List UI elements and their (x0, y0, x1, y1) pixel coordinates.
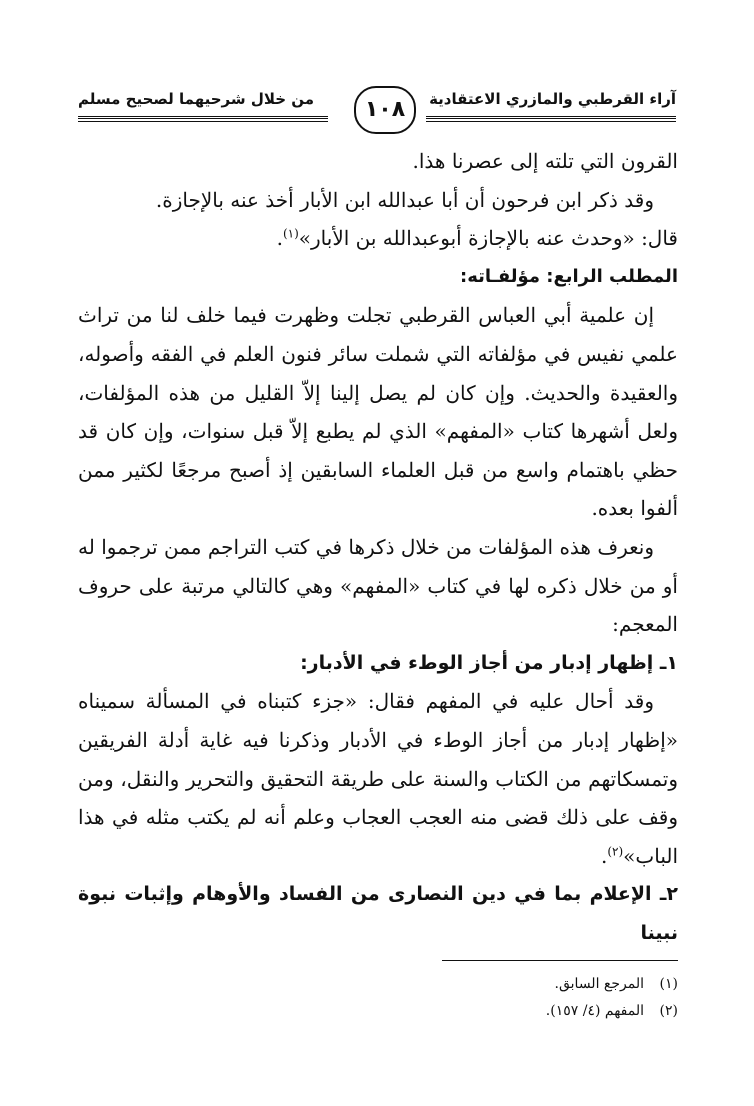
item-1-text: وقد أحال عليه في المفهم فقال: «جزء كتبناه في المسألة سميناه «إظهار إدبار من أجاز الوطء في الأدبار وذكرنا فيه غاية أدلة الفريقين وتمسكاتهم من الكتاب والسنة على طريقة التحقيق والتحرير والنقل، ومن وقف على ذلك قضى منه العجب العجاب وعلم أنه لم يكتب مثله في هذا الباب» (78, 689, 678, 868)
footnote-text: المرجع السابق. (554, 976, 644, 992)
page-number: ١٠٨ (354, 86, 416, 134)
quote-text: قال: «وحدث عنه بالإجازة أبوعبدالله بن الأبار» (298, 226, 678, 251)
paragraph-works-intro: إن علمية أبي العباس القرطبي تجلت وظهرت فيما خلف لنا من تراث علمي نفيس في مؤلفاته التي شملت سائر فنون العلم في الفقه وأصوله، والعقيدة والحديث. وإن كان لم يصل إلينا إلاّ القليل من هذه المؤلفات، ولعل أشهرها كتاب «المفهم» الذي لم يطبع إلاّ قبل سنوات، وإن كان قد حظي باهتمام واسع من قبل العلماء السابقين إذ أصبح مرجعًا لكثير ممن ألفوا بعده. (78, 303, 678, 521)
running-header (78, 80, 676, 134)
header-rule-left (78, 116, 328, 122)
footnote-text: المفهم (٤/ ١٥٧). (545, 1003, 644, 1019)
paragraph-ibn-farhun: وقد ذكر ابن فرحون أن أبا عبدالله ابن الأبار أخذ عنه بالإجازة. (155, 187, 654, 212)
paragraph-continuation: القرون التي تلته إلى عصرنا هذا. (412, 149, 678, 173)
item-1-end: . (600, 843, 608, 868)
header-book-title: آراء القرطبي والمازري الاعتقادية (429, 90, 676, 108)
footnote-2 (78, 998, 678, 1025)
section-heading: المطلب الرابع: مؤلفـاته: (460, 265, 678, 287)
footnote-number: (١) (659, 976, 678, 992)
paragraph-item-1 (78, 682, 678, 875)
list-item-1-title: ١ـ إظهار إدبار من أجاز الوطء في الأدبار: (300, 651, 678, 674)
footnote-ref-2[interactable]: (٢) (607, 844, 624, 859)
footnote-number: (٢) (659, 1003, 678, 1019)
header-book-subtitle: من خلال شرحيهما لصحيح مسلم (78, 90, 315, 108)
header-rule-right (426, 116, 676, 122)
footnotes (78, 960, 678, 1025)
quote-end: . (276, 226, 283, 251)
paragraph-works-order: ونعرف هذه المؤلفات من خلال ذكرها في كتب التراجم ممن ترجموا له أو من خلال ذكره لها في كتاب «المفهم» وهي كالتالي مرتبة على حروف المعجم: (78, 534, 678, 637)
footnote-divider (442, 960, 678, 961)
footnote-1 (78, 971, 678, 998)
list-item-2-title: ٢ـ الإعلام بما في دين النصارى من الفساد والأوهام وإثبات نبوة نبينا (78, 883, 678, 944)
paragraph-quote (78, 219, 678, 258)
footnote-ref-1[interactable]: (١) (282, 226, 299, 241)
page-body (78, 142, 678, 952)
